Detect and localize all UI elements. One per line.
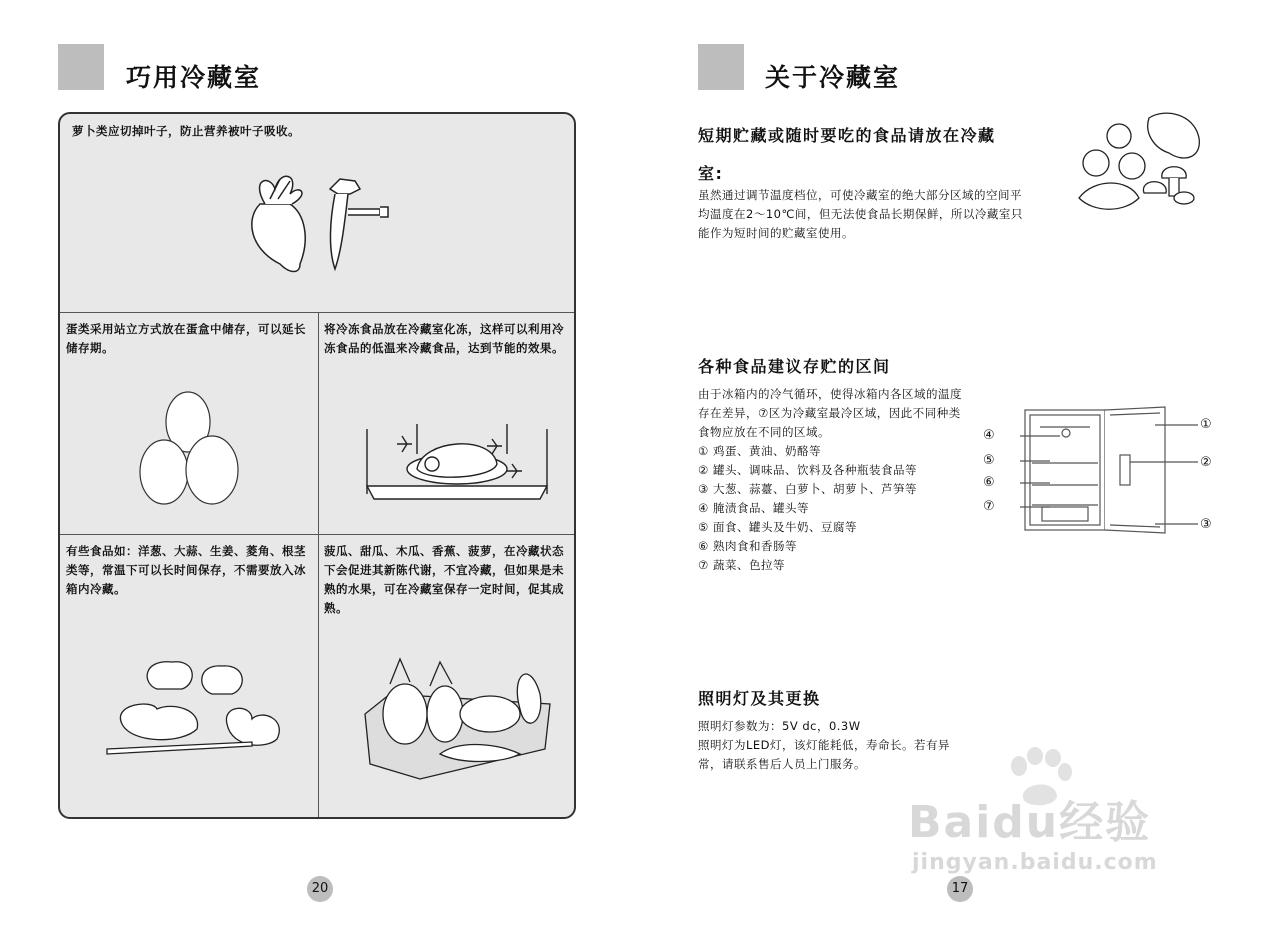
vegetables-illustration bbox=[102, 654, 292, 764]
cell-eggs-text: 蛋类采用站立方式放在蛋盒中储存，可以延长储存期。 bbox=[66, 322, 306, 355]
radish-illustration bbox=[230, 169, 400, 279]
watermark-logo: Baidu经验 bbox=[908, 797, 1152, 848]
heading-line: 短期贮藏或随时要吃的食品请放在冷藏 bbox=[698, 126, 996, 145]
zone-label-1: ① bbox=[1200, 417, 1212, 432]
cell-radish-text: 萝卜类应切掉叶子，防止营养被叶子吸收。 bbox=[72, 124, 300, 138]
zone-label-2: ② bbox=[1200, 455, 1212, 470]
lighting-spec: 照明灯参数为：5V dc，0.3W bbox=[698, 719, 861, 733]
zone-label-7: ⑦ bbox=[983, 499, 995, 514]
title-marker-left bbox=[58, 44, 104, 90]
list-item: ② 罐头、调味品、饮料及各种瓶装食品等 bbox=[698, 463, 917, 477]
heading-line: 室: bbox=[698, 164, 724, 183]
zones-list bbox=[698, 442, 917, 575]
list-item: ① 鸡蛋、黄油、奶酪等 bbox=[698, 444, 821, 458]
cell-veg-text: 有些食品如：洋葱、大蒜、生姜、菱角、根茎类等，常温下可以长时间保存，不需要放入冰箱内冷藏。 bbox=[66, 544, 306, 596]
list-item: ⑥ 熟肉食和香肠等 bbox=[698, 539, 797, 553]
cell-thaw-text: 将冷冻食品放在冷藏室化冻，这样可以利用冷冻食品的低温来冷藏食品，达到节能的效果。 bbox=[324, 322, 564, 355]
page-title-left: 巧用冷藏室 bbox=[126, 63, 262, 92]
list-item: ④ 腌渍食品、罐头等 bbox=[698, 501, 809, 515]
lighting-note: 照明灯为LED灯，该灯能耗低，寿命长。若有异常，请联系售后人员上门服务。 bbox=[698, 738, 951, 771]
zone-label-4: ④ bbox=[983, 428, 995, 443]
list-item: ③ 大葱、蒜薹、白萝卜、胡萝卜、芦笋等 bbox=[698, 482, 917, 496]
fridge-diagram bbox=[980, 405, 1220, 535]
zone-label-3: ③ bbox=[1200, 517, 1212, 532]
eggs-illustration bbox=[140, 384, 250, 514]
page-number-left: 20 bbox=[307, 876, 333, 902]
zone-label-6: ⑥ bbox=[983, 475, 995, 490]
title-marker-right bbox=[698, 44, 744, 90]
zone-label-5: ⑤ bbox=[983, 453, 995, 468]
section-heading-zones: 各种食品建议存贮的区间 bbox=[698, 357, 891, 376]
food-illustration bbox=[1074, 108, 1204, 223]
thaw-illustration bbox=[362, 424, 552, 514]
page-title-right: 关于冷藏室 bbox=[765, 63, 901, 92]
cell-fruit-text: 菠瓜、甜瓜、木瓜、香蕉、菠萝，在冷藏状态下会促进其新陈代谢，不宜冷藏，但如果是未熟的水果，可在冷藏室保存一定时间，促其成熟。 bbox=[324, 544, 564, 615]
list-item: ⑤ 面食、罐头及牛奶、豆腐等 bbox=[698, 520, 857, 534]
section-body-short-term: 虽然通过调节温度档位，可使冷藏室的绝大部分区域的空间平均温度在2～10℃间，但无法使食品长期保鲜，所以冷藏室只能作为短时间的贮藏室使用。 bbox=[698, 188, 1023, 240]
section-heading-lighting: 照明灯及其更换 bbox=[698, 689, 821, 708]
divider bbox=[318, 312, 319, 819]
tips-panel bbox=[58, 112, 576, 819]
fruit-illustration bbox=[360, 654, 560, 784]
list-item: ⑦ 蔬菜、色拉等 bbox=[698, 558, 785, 572]
section-intro-zones: 由于冰箱内的冷气循环，使得冰箱内各区域的温度存在差异，⑦区为冷藏室最冷区域，因此不同种类食物应放在不同的区域。 bbox=[698, 387, 962, 439]
page-number-right: 17 bbox=[947, 876, 973, 902]
section-heading-short-term bbox=[698, 117, 1038, 193]
watermark-url: jingyan.baidu.com bbox=[912, 850, 1158, 875]
